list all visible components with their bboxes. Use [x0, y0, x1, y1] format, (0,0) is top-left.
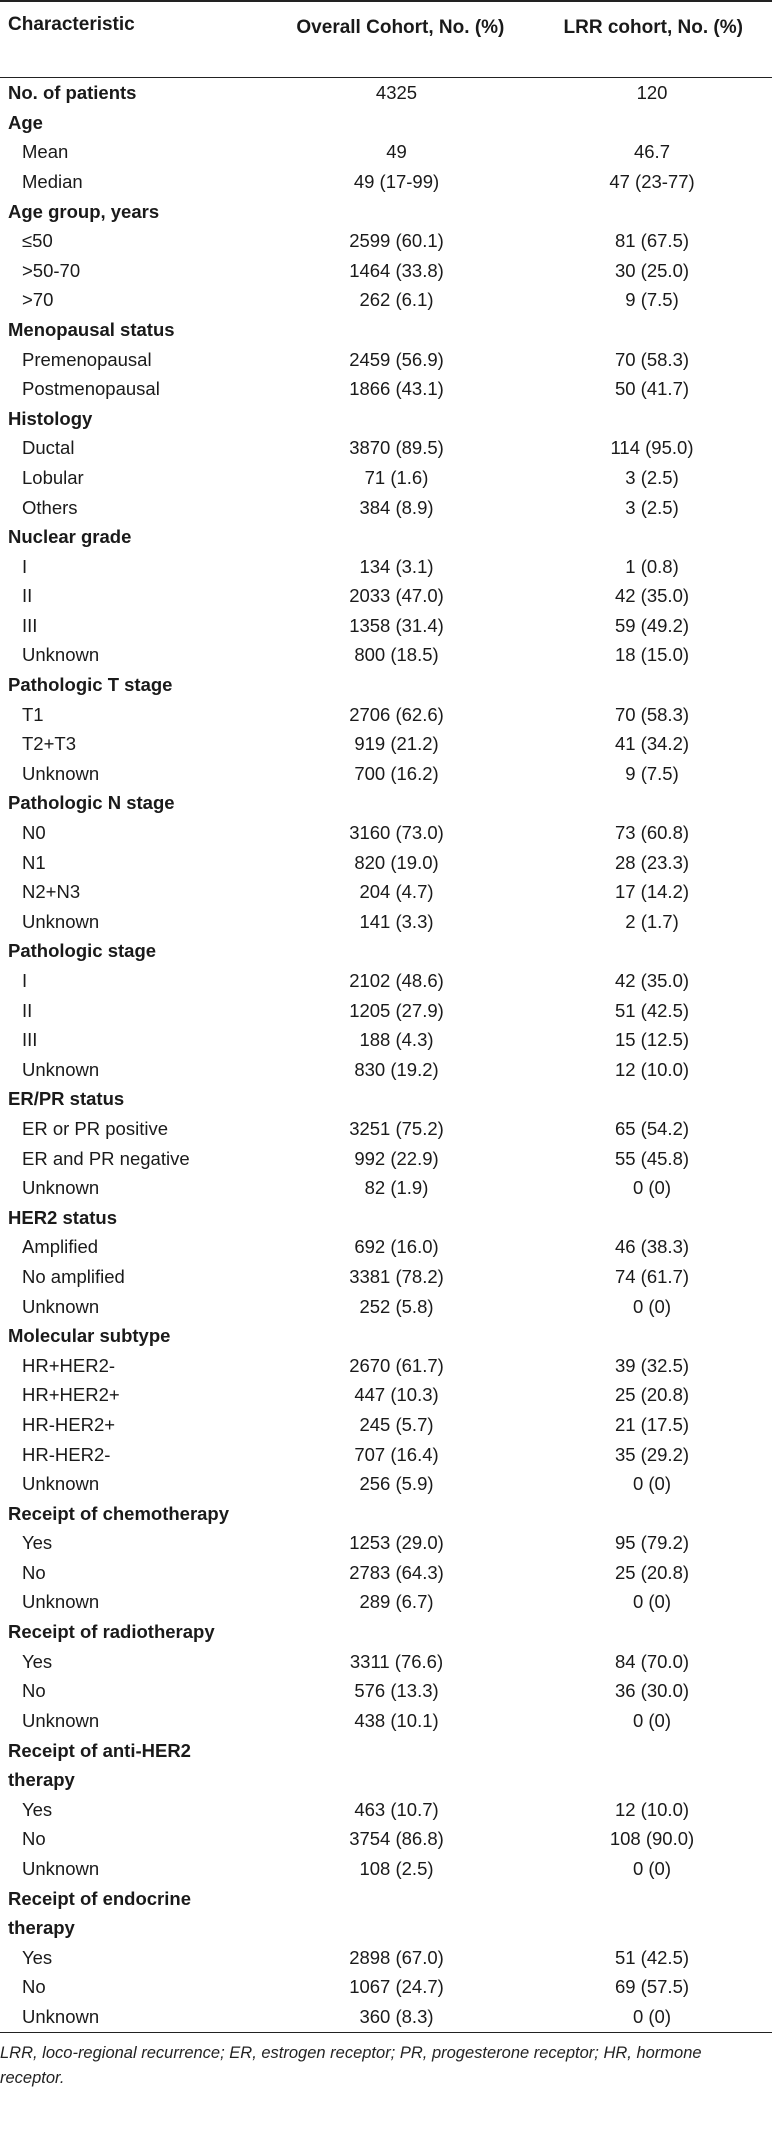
row-label: Yes	[22, 1650, 53, 1672]
row-overall-value: 3160 (73.0)	[349, 822, 444, 844]
table-row	[0, 286, 772, 316]
row-lrr-value: 69 (57.5)	[614, 1976, 690, 1998]
row-overall-value: 919 (21.2)	[354, 733, 439, 755]
row-lrr-value: 17 (14.2)	[614, 881, 690, 903]
row-label: Pathologic T stage	[8, 674, 173, 696]
row-label: Pathologic N stage	[8, 792, 175, 814]
row-overall-value: 188 (4.3)	[359, 1029, 434, 1051]
row-lrr-value: 12 (10.0)	[614, 1058, 690, 1080]
table-row	[0, 1528, 772, 1558]
row-lrr-value: 46 (38.3)	[614, 1236, 690, 1258]
row-lrr-value: 51 (42.5)	[614, 1946, 690, 1968]
row-overall-value: 71 (1.6)	[364, 466, 429, 488]
row-label: Unknown	[22, 1857, 100, 1879]
table-row	[0, 167, 772, 197]
row-lrr-value: 55 (45.8)	[614, 1147, 690, 1169]
table-body	[0, 78, 772, 2031]
row-overall-value: 576 (13.3)	[354, 1680, 439, 1702]
table-group-row	[0, 670, 772, 700]
row-label: HR+HER2+	[22, 1384, 120, 1406]
row-overall-value: 2033 (47.0)	[349, 585, 444, 607]
row-label: >50-70	[22, 259, 81, 281]
header-overall-cohort: Overall Cohort, No. (%)	[296, 17, 505, 38]
row-overall-value: 3381 (78.2)	[349, 1265, 444, 1287]
row-lrr-value: 70 (58.3)	[614, 348, 690, 370]
row-overall-value: 830 (19.2)	[354, 1058, 439, 1080]
header-characteristic: Characteristic	[8, 14, 135, 35]
table-row	[0, 2002, 772, 2032]
row-lrr-value: 108 (90.0)	[609, 1828, 695, 1850]
table-row	[0, 1440, 772, 1470]
row-lrr-value: 0 (0)	[632, 1709, 672, 1731]
table-row	[0, 345, 772, 375]
row-lrr-value: 95 (79.2)	[614, 1532, 690, 1554]
table-row	[0, 759, 772, 789]
table-row	[0, 493, 772, 523]
row-overall-value: 463 (10.7)	[354, 1798, 439, 1820]
table-row	[0, 1233, 772, 1263]
row-lrr-value: 0 (0)	[632, 1177, 672, 1199]
row-label: N0	[22, 822, 46, 844]
table-row	[0, 1647, 772, 1677]
row-label: HR-HER2+	[22, 1413, 116, 1435]
table-row	[0, 611, 772, 641]
row-label: Receipt of anti-HER2 therapy	[8, 1739, 191, 1791]
row-lrr-value: 65 (54.2)	[614, 1117, 690, 1139]
row-overall-value: 204 (4.7)	[359, 881, 434, 903]
row-lrr-value: 81 (67.5)	[614, 230, 690, 252]
row-label: No	[22, 1828, 46, 1850]
row-overall-value: 2459 (56.9)	[349, 348, 444, 370]
row-label: Nuclear grade	[8, 526, 132, 548]
row-overall-value: 256 (5.9)	[359, 1473, 434, 1495]
row-lrr-value: 0 (0)	[632, 1591, 672, 1613]
row-overall-value: 700 (16.2)	[354, 762, 439, 784]
table-row	[0, 700, 772, 730]
table-row	[0, 818, 772, 848]
table-row	[0, 996, 772, 1026]
row-lrr-value: 0 (0)	[632, 1295, 672, 1317]
table-row	[0, 1381, 772, 1411]
table-header	[0, 2, 772, 77]
row-overall-value: 2783 (64.3)	[349, 1561, 444, 1583]
row-label: Ductal	[22, 437, 75, 459]
row-lrr-value: 35 (29.2)	[614, 1443, 690, 1465]
row-label: N1	[22, 851, 46, 873]
header-lrr-cohort: LRR cohort, No. (%)	[563, 17, 743, 38]
row-lrr-value: 59 (49.2)	[614, 614, 690, 636]
row-label: Unknown	[22, 1177, 100, 1199]
table-group-row	[0, 1884, 772, 1943]
row-lrr-value: 1 (0.8)	[625, 555, 679, 577]
table-row	[0, 581, 772, 611]
row-overall-value: 289 (6.7)	[359, 1591, 434, 1613]
row-label: ER or PR positive	[22, 1117, 168, 1139]
row-lrr-value: 70 (58.3)	[614, 703, 690, 725]
table-group-row	[0, 1203, 772, 1233]
row-lrr-value: 9 (7.5)	[625, 289, 679, 311]
row-overall-value: 447 (10.3)	[354, 1384, 439, 1406]
table-row	[0, 641, 772, 671]
row-overall-value: 2102 (48.6)	[349, 970, 444, 991]
table-row	[0, 1676, 772, 1706]
table-group-row	[0, 789, 772, 819]
table-row	[0, 1972, 772, 2002]
row-label: Unknown	[22, 2005, 100, 2027]
row-label: No	[22, 1976, 46, 1998]
table-row	[0, 138, 772, 168]
row-overall-value: 82 (1.9)	[364, 1177, 429, 1199]
row-lrr-value: 73 (60.8)	[614, 822, 690, 844]
row-overall-value: 1866 (43.1)	[349, 378, 444, 400]
table-group-row	[0, 1321, 772, 1351]
row-lrr-value: 25 (20.8)	[614, 1384, 690, 1406]
row-label: Unknown	[22, 910, 100, 932]
row-lrr-value: 50 (41.7)	[614, 378, 690, 400]
row-label: T2+T3	[22, 733, 76, 755]
table-row	[0, 1292, 772, 1322]
table-row	[0, 1795, 772, 1825]
row-lrr-value: 0 (0)	[632, 2005, 672, 2027]
row-label: No	[22, 1561, 46, 1583]
row-label: Amplified	[22, 1236, 99, 1258]
row-label: HR+HER2-	[22, 1354, 116, 1376]
row-overall-value: 252 (5.8)	[359, 1295, 434, 1317]
row-label: No. of patients	[8, 82, 137, 104]
row-overall-value: 49 (17-99)	[353, 170, 440, 192]
row-label: I	[22, 970, 28, 991]
row-label: Menopausal status	[8, 318, 175, 340]
row-lrr-value: 0 (0)	[632, 1473, 672, 1495]
row-overall-value: 245 (5.7)	[359, 1413, 434, 1435]
row-label: Unknown	[22, 762, 100, 784]
row-overall-value: 3311 (76.6)	[349, 1650, 444, 1672]
row-label: ≤50	[22, 230, 53, 252]
row-overall-value: 4325	[375, 82, 418, 104]
table-row	[0, 907, 772, 937]
row-lrr-value: 36 (30.0)	[614, 1680, 690, 1702]
row-label: Unknown	[22, 1058, 100, 1080]
table-row	[0, 256, 772, 286]
row-label: Receipt of endocrine therapy	[8, 1887, 191, 1939]
table-row	[0, 1055, 772, 1085]
row-label: Mean	[22, 141, 69, 163]
row-lrr-value: 9 (7.5)	[625, 762, 679, 784]
row-overall-value: 360 (8.3)	[359, 2005, 434, 2027]
row-label: Postmenopausal	[22, 378, 160, 400]
table-row	[0, 1144, 772, 1174]
row-overall-value: 1253 (29.0)	[349, 1532, 444, 1554]
row-label: HR-HER2-	[22, 1443, 111, 1465]
row-label: Age group, years	[8, 200, 160, 222]
table-row	[0, 1854, 772, 1884]
row-lrr-value: 120	[636, 82, 668, 104]
row-overall-value: 134 (3.1)	[359, 555, 434, 577]
row-label: ER/PR status	[8, 1088, 125, 1110]
row-label: ER and PR negative	[22, 1147, 190, 1169]
row-label: Receipt of chemotherapy	[8, 1502, 230, 1524]
row-lrr-value: 46.7	[633, 141, 670, 163]
table-row	[0, 1114, 772, 1144]
row-overall-value: 2670 (61.7)	[349, 1354, 444, 1376]
table-row	[0, 1588, 772, 1618]
row-lrr-value: 47 (23-77)	[609, 170, 695, 192]
row-label: N2+N3	[22, 881, 81, 903]
row-label: HER2 status	[8, 1206, 117, 1228]
table-group-row	[0, 404, 772, 434]
table-group-row	[0, 1499, 772, 1529]
table-group-row	[0, 1736, 772, 1795]
row-label: Yes	[22, 1946, 53, 1968]
row-lrr-value: 41 (34.2)	[614, 733, 690, 755]
row-overall-value: 384 (8.9)	[359, 496, 434, 518]
row-label: Unknown	[22, 1473, 100, 1495]
row-overall-value: 1464 (33.8)	[349, 259, 444, 281]
row-label: T1	[22, 703, 44, 725]
row-lrr-value: 3 (2.5)	[625, 496, 679, 518]
row-label: No	[22, 1680, 46, 1702]
row-label: Unknown	[22, 1591, 100, 1613]
row-label: No amplified	[22, 1265, 125, 1287]
row-overall-value: 262 (6.1)	[359, 289, 434, 311]
table-row	[0, 966, 772, 996]
table-row	[0, 1351, 772, 1381]
table-row	[0, 1410, 772, 1440]
table-row	[0, 552, 772, 582]
table-row	[0, 877, 772, 907]
row-label: II	[22, 585, 33, 607]
row-lrr-value: 21 (17.5)	[614, 1413, 690, 1435]
row-overall-value: 2706 (62.6)	[349, 703, 444, 725]
table-row	[0, 463, 772, 493]
row-label: II	[22, 999, 33, 1021]
table-group-row	[0, 1085, 772, 1115]
table-row	[0, 434, 772, 464]
row-overall-value: 3754 (86.8)	[349, 1828, 444, 1850]
row-overall-value: 141 (3.3)	[359, 910, 434, 932]
row-overall-value: 1067 (24.7)	[349, 1976, 444, 1998]
table-group-row	[0, 197, 772, 227]
row-overall-value: 800 (18.5)	[354, 644, 439, 666]
row-label: Premenopausal	[22, 348, 152, 370]
row-lrr-value: 12 (10.0)	[614, 1798, 690, 1820]
table-row	[0, 1824, 772, 1854]
row-lrr-value: 42 (35.0)	[614, 585, 690, 607]
table-row	[0, 1173, 772, 1203]
row-overall-value: 438 (10.1)	[354, 1709, 439, 1731]
row-lrr-value: 84 (70.0)	[614, 1650, 690, 1672]
table-row	[0, 1558, 772, 1588]
row-label: Yes	[22, 1798, 53, 1820]
table-row	[0, 848, 772, 878]
row-overall-value: 2599 (60.1)	[349, 230, 444, 252]
row-overall-value: 2898 (67.0)	[349, 1946, 444, 1968]
row-label: Others	[22, 496, 78, 518]
table-row	[0, 374, 772, 404]
row-lrr-value: 39 (32.5)	[614, 1354, 690, 1376]
row-label: Receipt of radiotherapy	[8, 1621, 215, 1643]
row-label: Pathologic stage	[8, 940, 157, 962]
row-lrr-value: 3 (2.5)	[625, 466, 679, 488]
table-row	[0, 226, 772, 256]
table-group-row	[0, 1617, 772, 1647]
row-lrr-value: 74 (61.7)	[614, 1265, 690, 1287]
row-overall-value: 820 (19.0)	[354, 851, 439, 873]
row-lrr-value: 28 (23.3)	[614, 851, 690, 873]
row-overall-value: 692 (16.0)	[354, 1236, 439, 1258]
row-label: Histology	[8, 407, 93, 429]
row-label: Age	[8, 111, 43, 133]
row-label: >70	[22, 289, 54, 311]
row-lrr-value: 30 (25.0)	[614, 259, 690, 281]
row-overall-value: 992 (22.9)	[354, 1147, 439, 1169]
row-overall-value: 3251 (75.2)	[349, 1117, 444, 1139]
table-group-row	[0, 315, 772, 345]
table-footnote: LRR, loco-regional recurrence; ER, estrogen receptor; PR, progesterone receptor; HR, hormone receptor.	[0, 2043, 702, 2087]
table-row	[0, 1469, 772, 1499]
table-row	[0, 1943, 772, 1973]
row-lrr-value: 0 (0)	[632, 1857, 672, 1879]
row-lrr-value: 2 (1.7)	[625, 910, 679, 932]
table-row	[0, 1025, 772, 1055]
row-overall-value: 3870 (89.5)	[349, 437, 444, 459]
row-label: Unknown	[22, 1295, 100, 1317]
row-label: III	[22, 614, 38, 636]
table-row	[0, 1706, 772, 1736]
row-label: Yes	[22, 1532, 53, 1554]
table-group-row	[0, 108, 772, 138]
table-group-row	[0, 78, 772, 108]
table-row	[0, 1262, 772, 1292]
table-row	[0, 729, 772, 759]
row-lrr-value: 25 (20.8)	[614, 1561, 690, 1583]
row-overall-value: 1358 (31.4)	[349, 614, 444, 636]
row-label: III	[22, 1029, 38, 1051]
row-label: I	[22, 555, 28, 577]
row-overall-value: 49	[386, 141, 407, 163]
row-label: Median	[22, 170, 83, 192]
row-lrr-value: 51 (42.5)	[614, 999, 690, 1021]
row-label: Unknown	[22, 1709, 100, 1731]
row-overall-value: 108 (2.5)	[359, 1857, 434, 1879]
row-lrr-value: 15 (12.5)	[614, 1029, 690, 1051]
table-group-row	[0, 937, 772, 967]
row-lrr-value: 42 (35.0)	[614, 970, 690, 991]
row-label: Unknown	[22, 644, 100, 666]
row-lrr-value: 114 (95.0)	[610, 437, 694, 459]
row-overall-value: 707 (16.4)	[354, 1443, 439, 1465]
row-label: Lobular	[22, 466, 84, 488]
row-label: Molecular subtype	[8, 1325, 171, 1347]
table-group-row	[0, 522, 772, 552]
row-lrr-value: 18 (15.0)	[614, 644, 690, 666]
row-overall-value: 1205 (27.9)	[349, 999, 444, 1021]
